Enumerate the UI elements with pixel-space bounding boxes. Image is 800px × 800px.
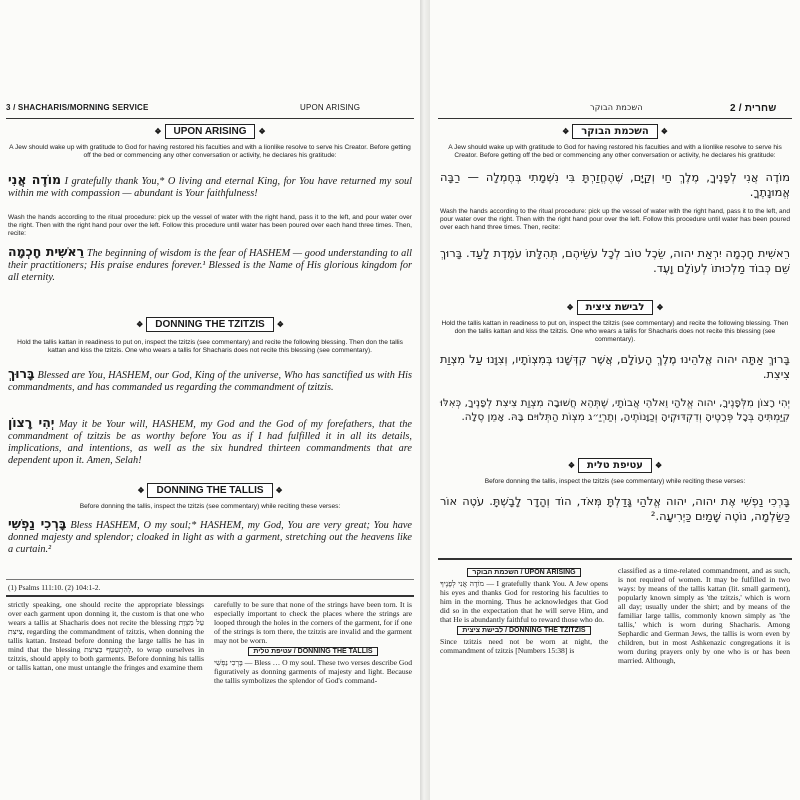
section-heading-tallis: ❖ DONNING THE TALLIS ❖ — [137, 485, 283, 496]
section-heading-levishas-tzitzis: ❖ לבישת ציצית ❖ — [566, 302, 664, 313]
commentary-column-2: classified as a time-related commandment, and as such, is not required of women. It may be fulfilled in two ways: by means of the tallis kattan (lit. small garment), popularly known simply as 'the tzitzis,' which is worn all day; usually under the shirt; and by means of the familiar large tallis, commonly known simply as 'the tallis,' which is worn during Shacharis. Among Sephardic and German Jews, the tallis is worn even by children, but in most Ashkenazic congregations it is worn during prayers only by one who is or has been married. Although, — [618, 566, 790, 665]
commentary-heading: לבישת ציצית / DONNING THE TZITZIS — [440, 626, 608, 635]
commentary-column-1: השכמת הבוקר / UPON ARISING מוֹדֶה אֲנִי לְפָנֶיךָ — I gratefully thank You. A Jew opens his eyes and thanks God for restoring his faculties to him in the morning. Thus he acknowledges that God did so in the expectation that he will serve Him, and that He is abundantly faithful to reward those who do. לבישת ציצית / DONNING THE TZITZIS Since tzitzis need not be worn at night, the commandment of tzitzis [Numbers 15:38] is — [440, 569, 608, 655]
blessing-tzitzis: בָּרוּךְ Blessed are You, HASHEM, our God, King of the universe, Who has sanctified us with His commandments, and has commanded us regarding the commandment of tzitzis. — [8, 366, 412, 393]
book-gutter — [420, 0, 430, 800]
prayer-reishis-chochmah: רֵאשִׁית חָכְמָה The beginning of wisdom is the fear of HASHEM — good understanding to all their practitioners; His praise endures forever.¹ Blessed is the Name of His glorious kingdom for all eternity. — [8, 244, 413, 283]
running-header-hebrew: השכמת הבוקר — [590, 103, 643, 112]
header-rule — [438, 118, 792, 119]
instruction-text: Hold the tallis kattan in readiness to put on, inspect the tzitzis (see commentary) and recite the following blessing. Then don the tallis kattan and kiss the tzitzis. One who wears a tallis for Shacharis does not recite this blessing (see commentary). — [441, 320, 789, 344]
footnote: (1) Psalms 111:10. (2) 104:1-2. — [8, 583, 101, 592]
prayer-modeh-ani: מוֹדֶה אֲנִי I gratefully thank You,* O living and eternal King, for You have returned my soul within me with compassion — abundant is Your faithfulness! — [8, 172, 412, 199]
section-heading-hashkamas-haboker: ❖ השכמת הבוקר ❖ — [562, 126, 668, 137]
commentary-rule — [438, 558, 792, 560]
running-header-left: 3 / SHACHARIS/MORNING SERVICE — [6, 103, 149, 112]
hebrew-blessing-tzitzis: בָּרוּךְ אַתָּה יהוה אֱלֹהֵינוּ מֶלֶךְ הָעוֹלָם, אֲשֶׁר קִדְּשָׁנוּ בְּמִצְוֹתָיו, וְצִוָּנוּ עַל מִצְוַת צִיצִת. — [440, 352, 790, 381]
section-heading-tzitzis: ❖ DONNING THE TZITZIS ❖ — [136, 319, 284, 330]
commentary-rule — [6, 595, 414, 597]
ornament-icon: ❖ — [258, 127, 266, 136]
commentary-column-1: strictly speaking, one should recite the appropriate blessings over each garment upon donning it, the custom is that one who wears a tallis at Shacharis does not recite the blessing עַל מִצְוַת צִיצִת, regarding the commandment of tzitzis, when donning the tallis kattan. Instead before donning the large tallis he has in mind that the blessing לְהִתְעַטֵּף בַּצִּיצִת, to wrap ourselves in tzitzis, should apply to both garments. Before donning his tallis or tallis kattan, one must untangle the fringes and examine them — [8, 600, 205, 672]
ornament-icon: ❖ — [154, 127, 162, 136]
hebrew-modeh-ani: מוֹדֶה אֲנִי לְפָנֶיךָ, מֶלֶךְ חַי וְקַיָּם, שֶׁהֶחֱזַרְתָּ בִּי נִשְׁמָתִי בְּחֶמְלָה — רַבָּה אֱמוּנָתֶךָ. — [440, 170, 790, 199]
header-rule — [6, 118, 414, 119]
prayer-barchi-nafshi: בָּרְכִי נַפְשִׁי Bless HASHEM, O my soul;* HASHEM, my God, You are very great; You have donned majesty and splendor; cloaked in light as with a garment, stretching out the heavens like a curtain.² — [8, 516, 413, 555]
commentary-heading: עטיפת טלית / DONNING THE TALLIS — [214, 647, 412, 656]
commentary-heading: השכמת הבוקר / UPON ARISING — [440, 568, 608, 577]
section-heading-upon-arising: ❖ UPON ARISING ❖ — [154, 126, 266, 137]
running-header-right: UPON ARISING — [300, 103, 361, 112]
instruction-text: Before donning the tallis, inspect the tzitzis (see commentary) while reciting these verses: — [484, 478, 746, 485]
instruction-text: A Jew should wake up with gratitude to God for having restored his faculties and with a lionlike resolve to serve his Creator. Before getting off the bed or commencing any other conversation or activity, he declares his gratitude: — [9, 144, 411, 160]
page-number-hebrew: שחרית / 2 — [730, 103, 777, 114]
prayer-yehi-ratzon: יְהִי רָצוֹן May it be Your will, HASHEM, my God and the God of my forefathers, that the commandment of tzitzis be as worthy before You as if I had fulfilled it in all its details, implications, and intentions, as well as the six hundred thirteen commandments that are dependent upon it. Amen, Selah! — [8, 415, 412, 466]
instruction-text: Wash the hands according to the ritual procedure: pick up the vessel of water with the right hand, pass it to the left, and pour water over the right. Then with the right hand pour over the left. Follow this procedure until water has been poured over each hand three times. Then, recite: — [8, 214, 412, 238]
right-page — [430, 0, 800, 800]
hebrew-barchi-nafshi: בָּרְכִי נַפְשִׁי אֶת יהוה, יהוה אֱלֹהַי גָּדַלְתָּ מְּאֹד, הוֹד וְהָדָר לָבָשְׁתָּ. עֹטֶה אוֹר כַּשַּׂלְמָה, נוֹטֶה שָׁמַיִם כַּיְרִיעָה.² — [440, 494, 790, 523]
footnote-rule — [6, 579, 414, 580]
instruction-text: Hold the tallis kattan in readiness to put on, inspect the tzitzis (see commentary) and recite the following blessing. Then don the tallis kattan and kiss the tzitzis. One who wears a tallis for Shacharis does not recite this blessing (see commentary). — [17, 339, 403, 355]
commentary-column-2: carefully to be sure that none of the strings have been torn. It is especially important to check the places where the strings are looped through the holes in the corners of the garment, for if one of the strings is torn there, the tzitzis are invalid and the garment may not be worn. עטיפת טלית / DONNING THE TALLIS בָּרְכִי נַפְשִׁי — Bless … O my soul. These two verses describe God figuratively as donning garments of majesty and light. Because the tallis symbolizes the splendor of God's command- — [214, 600, 412, 685]
hebrew-reishis-chochmah: רֵאשִׁית חָכְמָה יִרְאַת יהוה, שֵׂכֶל טוֹב לְכָל עֹשֵׂיהֶם, תְּהִלָּתוֹ עֹמֶדֶת לָעַד. בָּרוּךְ שֵׁם כְּבוֹד מַלְכוּתוֹ לְעוֹלָם וָעֶד. — [440, 246, 790, 275]
hebrew-yehi-ratzon: יְהִי רָצוֹן מִלְּפָנֶיךָ, יהוה אֱלֹהַי וֵאלֹהֵי אֲבוֹתַי, שֶׁתְּהֵא חֲשׁוּבָה מִצְוַת צִיצִת לְפָנֶיךָ, כְּאִלּוּ קִיַּמְתִּיהָ בְּכָל פְּרָטֶיהָ וְדִקְדּוּקֶיהָ וְכַוָּנוֹתֶיהָ, וְתַרְיַ״ג מִצְוֹת הַתְּלוּיִם בָּהּ. אָמֵן סֶלָה. — [440, 397, 790, 423]
instruction-text: Wash the hands according to the ritual procedure: pick up the vessel of water with the right hand, pass it to the left, and pour water over the right. Then with the right hand pour over the left. Follow this procedure until water has been poured over each hand three times. Then, recite: — [440, 208, 790, 232]
instruction-text: Before donning the tallis, inspect the tzitzis (see commentary) while reciting these verses: — [79, 503, 341, 510]
instruction-text: A Jew should wake up with gratitude to God for having restored his faculties and with a lionlike resolve to serve his Creator. Before getting off the bed or commencing any other conversation or activity, he declares his gratitude: — [448, 144, 782, 160]
section-heading-atifas-tallis: ❖ עטיפת טלית ❖ — [567, 460, 663, 471]
